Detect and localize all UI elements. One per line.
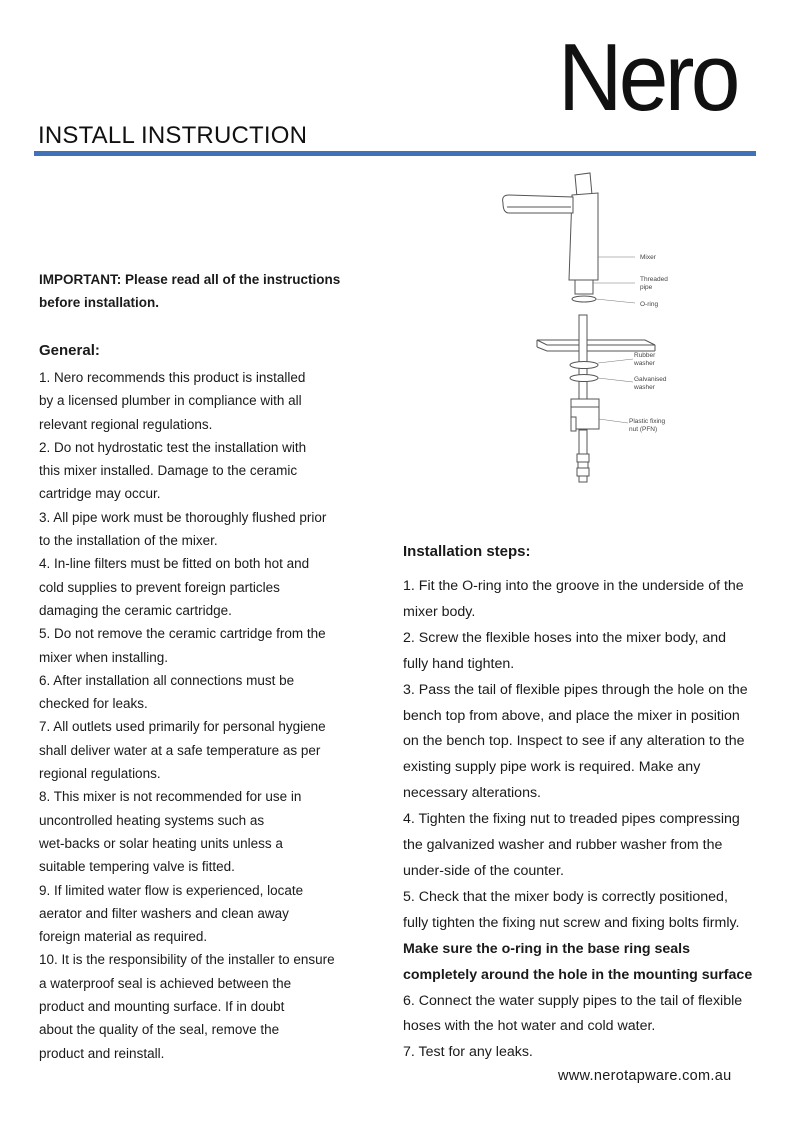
mixer-exploded-diagram xyxy=(495,165,695,495)
step-line: mixer body. xyxy=(403,603,476,620)
general-line: 1. Nero recommends this product is installed xyxy=(39,370,306,385)
rubber-washer xyxy=(570,362,598,369)
general-line: suitable tempering valve is fitted. xyxy=(39,859,235,875)
important-line: IMPORTANT: Please read all of the instructions xyxy=(39,272,341,287)
o-ring xyxy=(572,296,596,302)
plastic-fixing-nut xyxy=(571,399,599,431)
flexible-hose-tails xyxy=(577,430,589,482)
general-line: 3. All pipe work must be thoroughly flushed prior xyxy=(39,509,327,525)
step-line: 7. Test for any leaks. xyxy=(403,1044,533,1061)
mixer-body xyxy=(503,173,598,280)
label-rubber-washer-2: washer xyxy=(634,360,655,367)
step-line: Make sure the o-ring in the base ring seals xyxy=(403,940,690,957)
website-url: www.nerotapware.com.au xyxy=(558,1068,732,1084)
step-line: on the bench top. Inspect to see if any alteration to the xyxy=(403,733,745,750)
general-line: product and mounting surface. If in doubt xyxy=(39,999,285,1015)
general-line: foreign material as required. xyxy=(39,929,208,945)
step-line: fully hand tighten. xyxy=(403,655,515,672)
general-line: by a licensed plumber in compliance with all xyxy=(39,393,302,409)
installation-steps-heading: Installation steps: xyxy=(403,543,531,560)
important-line: before installation. xyxy=(39,295,160,310)
step-line: 6. Connect the water supply pipes to the tail of flexible xyxy=(403,992,743,1009)
label-threaded-pipe: Threaded xyxy=(640,276,668,283)
mounting-plate xyxy=(537,340,655,345)
general-line: checked for leaks. xyxy=(39,696,148,712)
installation-steps-list xyxy=(403,574,773,1066)
general-line: 8. This mixer is not recommended for use in xyxy=(39,789,302,805)
general-line: product and reinstall. xyxy=(39,1045,165,1061)
step-line: fully tighten the fixing nut screw and fixing bolts firmly. xyxy=(403,914,740,931)
step-line: bench top from above, and place the mixer in position xyxy=(403,707,740,724)
step-line: completely around the hole in the mounting surface xyxy=(403,966,753,983)
title-divider xyxy=(34,151,756,156)
nero-logo: Nero xyxy=(558,24,737,131)
general-line: uncontrolled heating systems such as xyxy=(39,812,265,828)
step-line: 2. Screw the flexible hoses into the mixer body, and xyxy=(403,629,727,646)
label-threaded-pipe-2: pipe xyxy=(640,284,653,291)
general-line: to the installation of the mixer. xyxy=(39,533,218,549)
general-line: cold supplies to prevent foreign particles xyxy=(39,579,280,595)
label-plastic-fixing-nut-2: nut (PFN) xyxy=(629,426,658,433)
general-line: 7. All outlets used primarily for personal hygiene xyxy=(39,719,326,735)
general-line: 5. Do not remove the ceramic cartridge from the xyxy=(39,626,326,642)
general-list xyxy=(39,366,369,1065)
label-o-ring: O-ring xyxy=(640,301,659,308)
general-line: 6. After installation all connections must be xyxy=(39,672,295,688)
general-line: cartridge may occur. xyxy=(39,486,161,502)
general-line: about the quality of the seal, remove the xyxy=(39,1022,280,1038)
general-line: 2. Do not hydrostatic test the installation with xyxy=(39,439,307,455)
general-line: wet-backs or solar heating units unless a xyxy=(39,835,283,851)
general-line: 10. It is the responsibility of the installer to ensure xyxy=(39,952,335,968)
threaded-pipe xyxy=(575,280,593,294)
step-line: 1. Fit the O-ring into the groove in the underside of the xyxy=(403,578,744,594)
label-galvanised-washer-2: washer xyxy=(634,384,655,391)
label-mixer: Mixer xyxy=(640,254,656,261)
important-notice xyxy=(39,268,379,314)
general-line: relevant regional regulations. xyxy=(39,416,213,432)
general-line: shall deliver water at a safe temperature as per xyxy=(39,742,321,758)
step-line: hoses with the hot water and cold water. xyxy=(403,1018,656,1035)
general-heading: General: xyxy=(39,342,100,359)
galvanised-washer xyxy=(570,375,598,382)
step-line: 4. Tighten the fixing nut to treaded pipes compressing xyxy=(403,811,740,828)
step-line: 5. Check that the mixer body is correctly positioned, xyxy=(403,888,728,905)
step-line: 3. Pass the tail of flexible pipes through the hole on the xyxy=(403,681,748,698)
label-rubber-washer: Rubber xyxy=(634,352,656,359)
general-line: regional regulations. xyxy=(39,766,161,782)
step-line: under-side of the counter. xyxy=(403,862,564,879)
general-line: mixer when installing. xyxy=(39,649,169,665)
general-line: 9. If limited water flow is experienced, locate xyxy=(39,882,304,898)
general-line: a waterproof seal is achieved between the xyxy=(39,975,292,991)
label-galvanised-washer: Galvanised xyxy=(634,376,667,383)
general-line: this mixer installed. Damage to the ceramic xyxy=(39,463,298,479)
step-line: existing supply pipe work is required. Make any xyxy=(403,759,701,776)
general-line: 4. In-line filters must be fitted on both hot and xyxy=(39,556,310,572)
label-plastic-fixing-nut: Plastic fixing xyxy=(629,418,666,425)
step-line: necessary alterations. xyxy=(403,785,542,802)
page-title: INSTALL INSTRUCTION xyxy=(38,122,308,149)
general-line: aerator and filter washers and clean away xyxy=(39,905,289,921)
general-line: damaging the ceramic cartridge. xyxy=(39,602,232,618)
step-line: the galvanized washer and rubber washer from the xyxy=(403,837,723,854)
